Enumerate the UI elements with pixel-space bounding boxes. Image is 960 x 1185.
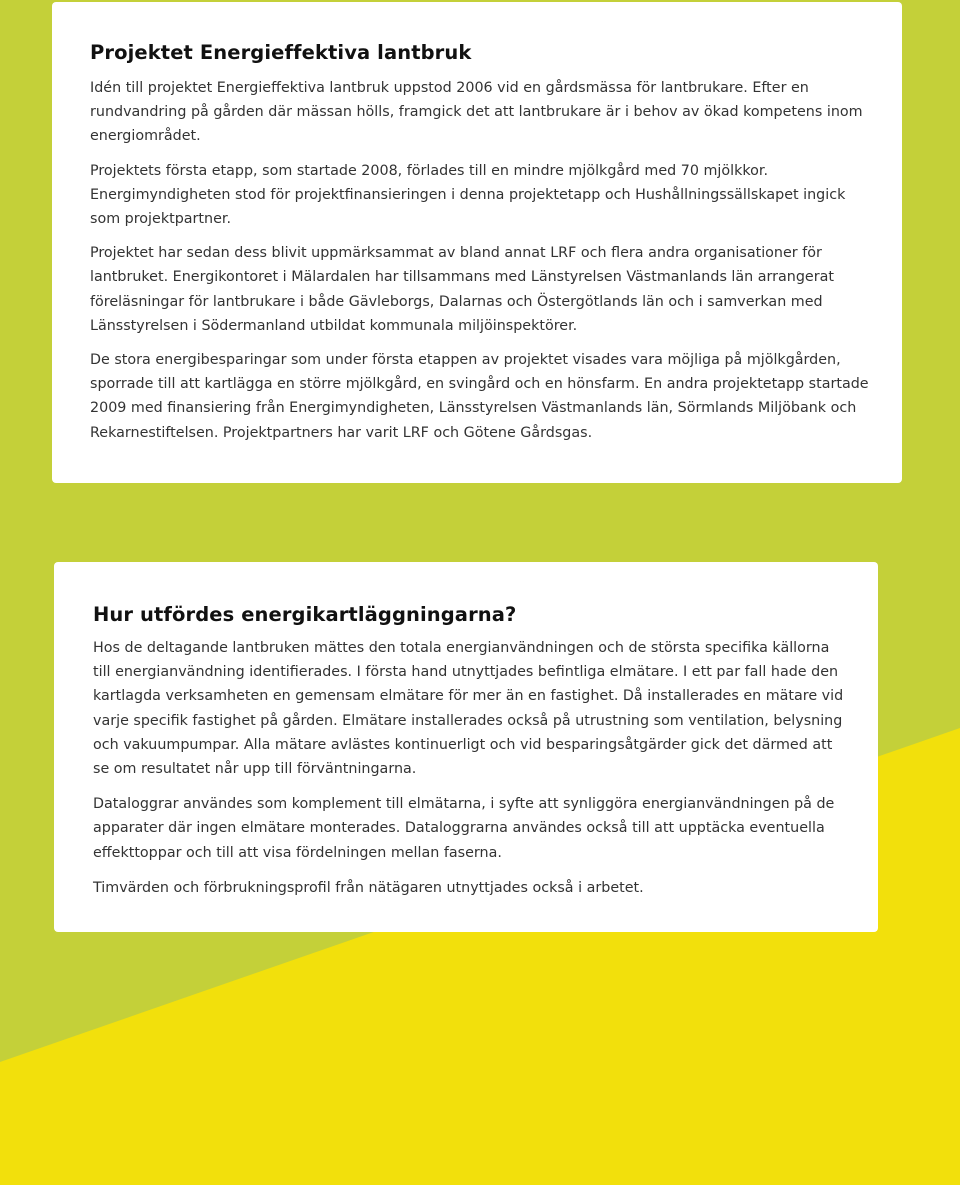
section2-title: Hur utfördes energikartläggningarna? [93, 603, 517, 626]
project-info-card [52, 2, 902, 483]
section1-paragraph-3: Projektet har sedan dess blivit uppmärksammat av bland annat LRF och flera andra organisationer för lantbruket. Energikontoret i Mälardalen har tillsammans med Länstyrelsen Västmanlands län arrangerat föreläsningar för lantbrukare i både Gävleborgs, Dalarnas och Östergötlands län och i samverkan med Länsstyrelsen i Södermanland utbildat kommunala miljöinspektörer. [90, 245, 834, 334]
section1-paragraph-4: De stora energibesparingar som under första etappen av projektet visades vara möjliga på mjölkgården, sporrade till att kartlägga en större mjölkgård, en svingård och en hönsfarm. En andra projektetapp startade 2009 med finansiering från Energimyndigheten, Länsstyrelsen Västmanlands län, Sörmlands Miljöbank och Rekarnestiftelsen. Projektpartners har varit LRF och Götene Gårdsgas. [90, 352, 869, 441]
methodology-card [54, 562, 878, 932]
section1-paragraph-2: Projektets första etapp, som startade 2008, förlades till en mindre mjölkgård med 70 mjölkkor. Energimyndigheten stod för projektfinansieringen i denna projektetapp och Hushållningssällskapet ingick som projektpartner. [90, 162, 846, 228]
section2-paragraph-3: Timvärden och förbrukningsprofil från nätägaren utnyttjades också i arbetet. [93, 879, 644, 896]
section2-paragraph-1: Hos de deltagande lantbruken mättes den totala energianvändningen och de största specifika källorna till energianvändning identifierades. I första hand utnyttjades befintliga elmätare. I ett par fall hade den kartlagda verksamheten en gemensam elmätare för mer än en fastighet. Då installerades en mätare vid varje specifik fastighet på gården. Elmätare installerades också på utrustning som ventilation, belysning och vakuumpumpar. Alla mätare avlästes kontinuerligt och vid besparingsåtgärder gick det därmed att se om resultatet når upp till förväntningarna. [93, 640, 844, 778]
section1-paragraph-1: Idén till projektet Energieffektiva lantbruk uppstod 2006 vid en gårdsmässa för lantbrukare. Efter en rundvandring på gården där mässan hölls, framgick det att lantbrukare är i behov av ökad kompetens inom energiområdet. [90, 80, 863, 145]
section2-paragraph-2: Dataloggrar användes som komplement till elmätarna, i syfte att synliggöra energianvändningen på de apparater där ingen elmätare monterades. Dataloggrarna användes också till att upptäcka eventuella effekttoppar och till att visa fördelningen mellan faserna. [93, 796, 835, 861]
section1-title: Projektet Energieffektiva lantbruk [90, 41, 472, 64]
